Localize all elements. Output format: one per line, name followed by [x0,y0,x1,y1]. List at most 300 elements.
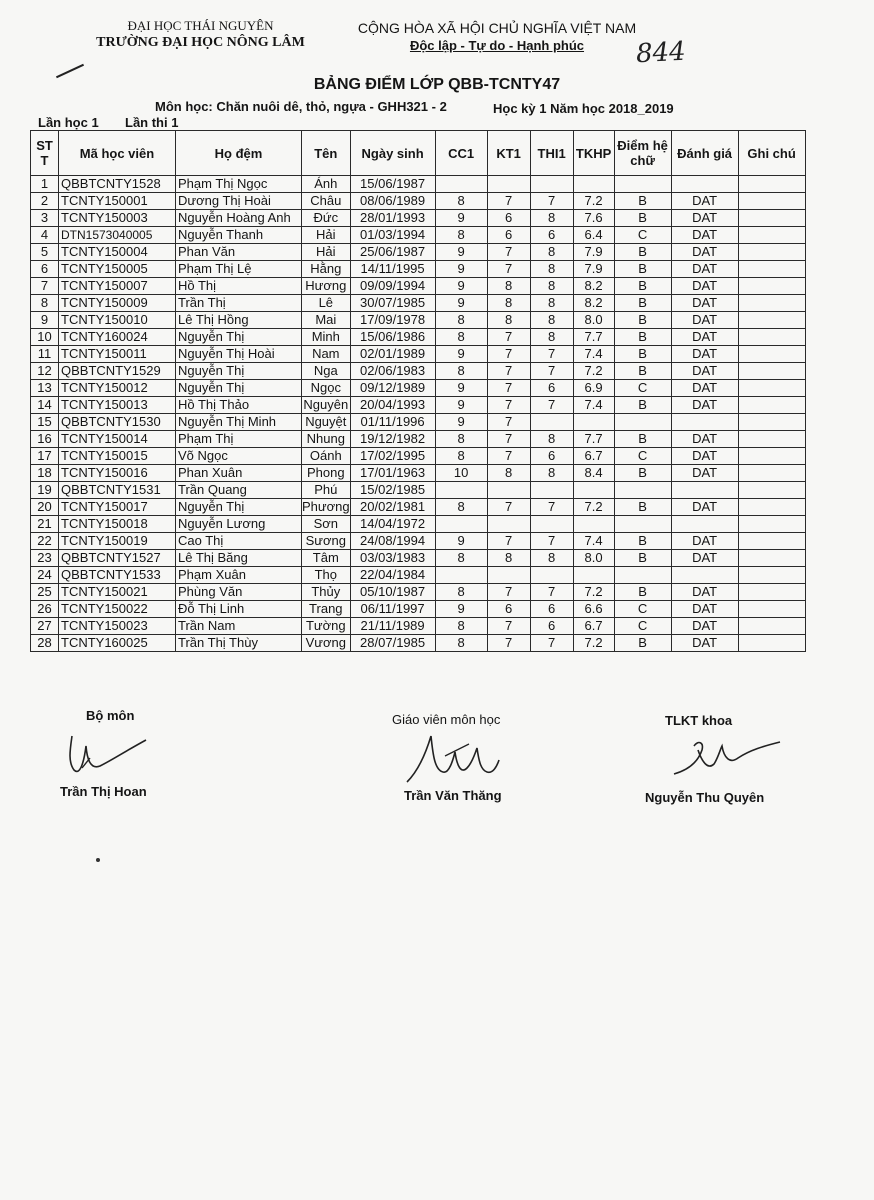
signature-hoan [60,722,170,782]
table-cell: Thọ [302,567,351,584]
table-cell: 8 [530,312,573,329]
table-cell [487,567,530,584]
table-cell: 7 [487,499,530,516]
table-cell: 7.9 [573,261,614,278]
table-cell: 7 [31,278,59,295]
table-cell: Hương [302,278,351,295]
table-cell [738,635,805,652]
table-cell [530,414,573,431]
table-cell: 7 [487,584,530,601]
table-row [31,618,806,635]
table-cell: DAT [671,346,738,363]
table-cell: 7 [530,346,573,363]
table-cell [738,295,805,312]
table-cell: 27 [31,618,59,635]
table-cell: TCNTY150012 [59,380,176,397]
table-cell: B [614,244,671,261]
table-cell: 6.9 [573,380,614,397]
table-cell: 7 [487,329,530,346]
table-cell: 02/01/1989 [350,346,435,363]
table-cell [671,482,738,499]
table-cell: 11 [31,346,59,363]
table-cell [573,482,614,499]
table-cell: 7.6 [573,210,614,227]
table-cell: 19/12/1982 [350,431,435,448]
table-cell: 7.2 [573,635,614,652]
table-cell: 8 [435,550,487,567]
subject-line: Môn học: Chăn nuôi dê, thỏ, ngựa - GHH321 - 2 [155,99,447,114]
table-cell: Nguyễn Thị [176,499,302,516]
table-cell: 28/07/1985 [350,635,435,652]
table-cell: 7 [487,533,530,550]
table-row [31,414,806,431]
table-cell: Nga [302,363,351,380]
table-cell: B [614,295,671,312]
table-cell [738,193,805,210]
table-cell: 17/01/1963 [350,465,435,482]
table-cell: Phan Xuân [176,465,302,482]
table-cell: 8.2 [573,278,614,295]
table-cell [671,176,738,193]
table-cell [738,278,805,295]
table-cell [738,618,805,635]
table-cell: 8 [487,278,530,295]
table-cell [614,516,671,533]
table-cell: Nguyễn Lương [176,516,302,533]
table-cell: Phan Văn [176,244,302,261]
table-cell [738,482,805,499]
table-cell [573,516,614,533]
table-row [31,567,806,584]
table-cell [738,465,805,482]
table-cell: B [614,346,671,363]
table-cell: B [614,465,671,482]
stray-dot [96,858,100,862]
table-cell: 6.7 [573,618,614,635]
table-cell: 8 [530,261,573,278]
table-cell: B [614,278,671,295]
table-cell [738,346,805,363]
table-cell: 7 [487,431,530,448]
table-cell: 13 [31,380,59,397]
table-cell [738,499,805,516]
table-cell [614,414,671,431]
table-cell: 9 [435,261,487,278]
table-cell: 8 [435,635,487,652]
table-cell: 7.9 [573,244,614,261]
table-cell: Nguyễn Thanh [176,227,302,244]
table-cell: 30/07/1985 [350,295,435,312]
table-cell: 15/06/1986 [350,329,435,346]
table-cell [530,516,573,533]
table-row [31,601,806,618]
table-cell: 10 [435,465,487,482]
table-cell: Ánh [302,176,351,193]
table-cell: 6 [530,448,573,465]
table-cell [614,176,671,193]
table-cell: 01/03/1994 [350,227,435,244]
table-cell: 8 [435,448,487,465]
table-cell: 9 [31,312,59,329]
table-cell: DAT [671,380,738,397]
table-cell: 09/09/1994 [350,278,435,295]
table-row [31,176,806,193]
table-cell: 9 [435,295,487,312]
table-cell: DAT [671,244,738,261]
table-cell: TCNTY160025 [59,635,176,652]
table-cell: DAT [671,397,738,414]
table-cell: 7.2 [573,363,614,380]
table-cell: 22 [31,533,59,550]
table-cell: Nguyễn Thị [176,363,302,380]
col-header: TKHP [573,131,614,176]
table-cell [573,414,614,431]
table-cell: DAT [671,499,738,516]
table-cell: Lê Thị Hồng [176,312,302,329]
table-cell: Phùng Văn [176,584,302,601]
table-cell: Nhung [302,431,351,448]
table-cell: 21 [31,516,59,533]
table-cell [738,516,805,533]
table-cell: 7.7 [573,431,614,448]
table-cell: 23 [31,550,59,567]
table-cell: 7.4 [573,397,614,414]
table-cell: 8 [435,618,487,635]
table-cell: 7.4 [573,533,614,550]
table-cell: 8 [487,295,530,312]
table-cell [738,363,805,380]
table-cell: 08/06/1989 [350,193,435,210]
signature-name-lecturer: Trần Văn Thăng [404,788,502,803]
table-cell: 9 [435,244,487,261]
table-cell: TCNTY150013 [59,397,176,414]
table-cell: DAT [671,363,738,380]
table-cell: 7 [530,397,573,414]
table-cell: 9 [435,346,487,363]
table-cell: 7.7 [573,329,614,346]
table-row [31,533,806,550]
table-cell: 7 [530,193,573,210]
table-row [31,499,806,516]
table-cell [435,567,487,584]
table-cell: Sơn [302,516,351,533]
exam-attempt: Lần thi 1 [125,115,179,130]
table-cell: 17/02/1995 [350,448,435,465]
table-cell: Nguyễn Thị [176,329,302,346]
table-cell: Châu [302,193,351,210]
table-cell: 8 [435,193,487,210]
table-cell: TCNTY150011 [59,346,176,363]
table-cell: TCNTY150022 [59,601,176,618]
table-cell [573,176,614,193]
table-cell [487,176,530,193]
table-cell: 14/04/1972 [350,516,435,533]
table-cell [738,584,805,601]
table-cell: Trần Thị [176,295,302,312]
table-row [31,397,806,414]
table-cell: 26 [31,601,59,618]
table-cell [573,567,614,584]
table-cell: 8 [435,329,487,346]
table-cell: Minh [302,329,351,346]
table-cell [671,516,738,533]
signature-name-faculty: Nguyễn Thu Quyên [645,790,765,805]
table-cell: 20 [31,499,59,516]
table-cell: TCNTY150021 [59,584,176,601]
table-cell: QBBTCNTY1527 [59,550,176,567]
table-cell: 20/02/1981 [350,499,435,516]
table-cell: 16 [31,431,59,448]
table-cell: 8 [530,329,573,346]
table-cell: B [614,397,671,414]
table-row [31,295,806,312]
table-cell: QBBTCNTY1530 [59,414,176,431]
col-header: KT1 [487,131,530,176]
table-row [31,482,806,499]
table-cell [530,567,573,584]
table-cell: QBBTCNTY1528 [59,176,176,193]
table-row [31,278,806,295]
col-header: CC1 [435,131,487,176]
table-cell: DAT [671,193,738,210]
study-attempt: Lần học 1 [38,115,99,130]
table-cell: Hải [302,244,351,261]
table-cell: 9 [435,278,487,295]
table-cell [738,176,805,193]
table-cell: B [614,312,671,329]
table-cell: DAT [671,584,738,601]
table-cell: C [614,380,671,397]
table-cell: TCNTY150016 [59,465,176,482]
table-cell: 8.4 [573,465,614,482]
table-cell: 6.4 [573,227,614,244]
table-cell: Phạm Xuân [176,567,302,584]
table-cell: 6 [530,601,573,618]
table-cell: 2 [31,193,59,210]
table-cell: 12 [31,363,59,380]
table-cell: TCNTY150019 [59,533,176,550]
table-row [31,193,806,210]
table-cell: 15 [31,414,59,431]
table-cell [738,448,805,465]
table-cell: Phạm Thị [176,431,302,448]
table-cell [738,550,805,567]
table-cell: TCNTY150003 [59,210,176,227]
table-cell: C [614,448,671,465]
table-row [31,227,806,244]
table-cell: TCNTY150001 [59,193,176,210]
col-header: Mã học viên [59,131,176,176]
table-row [31,550,806,567]
signature-name-department: Trần Thị Hoan [60,784,147,799]
table-cell: Hồ Thị [176,278,302,295]
table-row [31,380,806,397]
table-cell: 8 [435,431,487,448]
table-cell: 8 [530,278,573,295]
table-cell: B [614,210,671,227]
table-row [31,635,806,652]
table-cell: 8 [530,210,573,227]
table-cell: 8 [435,363,487,380]
table-cell: DAT [671,635,738,652]
table-cell: 7 [487,380,530,397]
table-cell [435,176,487,193]
table-row [31,329,806,346]
table-cell: 05/10/1987 [350,584,435,601]
table-cell [671,414,738,431]
table-cell: 7 [530,499,573,516]
table-cell: Hồ Thị Thảo [176,397,302,414]
table-row [31,584,806,601]
table-row [31,465,806,482]
table-cell: QBBTCNTY1533 [59,567,176,584]
table-cell: 1 [31,176,59,193]
table-cell: 8 [435,227,487,244]
table-cell [487,516,530,533]
table-cell: 5 [31,244,59,261]
table-cell: 25 [31,584,59,601]
table-cell: Trần Quang [176,482,302,499]
table-cell: DAT [671,227,738,244]
table-cell [738,380,805,397]
table-cell: TCNTY150018 [59,516,176,533]
table-cell: C [614,227,671,244]
table-cell: 7.4 [573,346,614,363]
table-cell: Hải [302,227,351,244]
col-header: Ngày sinh [350,131,435,176]
table-cell: DAT [671,465,738,482]
table-cell: B [614,193,671,210]
table-cell: 9 [435,601,487,618]
table-cell [738,227,805,244]
table-cell: 8.2 [573,295,614,312]
table-cell: 6.6 [573,601,614,618]
table-cell: Nguyễn Thị Hoài [176,346,302,363]
table-cell: 8 [435,312,487,329]
col-header: Điểm hệ chữ [614,131,671,176]
table-cell: Phạm Thị Lệ [176,261,302,278]
table-cell [738,414,805,431]
table-cell: 01/11/1996 [350,414,435,431]
table-cell: B [614,533,671,550]
signature-quyen [668,728,788,784]
table-cell: 17/09/1978 [350,312,435,329]
table-cell [738,431,805,448]
table-row [31,346,806,363]
table-cell: 6 [530,380,573,397]
table-cell: 09/12/1989 [350,380,435,397]
table-cell: 25/06/1987 [350,244,435,261]
table-cell: 9 [435,533,487,550]
table-row [31,312,806,329]
table-cell: 22/04/1984 [350,567,435,584]
table-cell: DAT [671,601,738,618]
table-cell: TCNTY150014 [59,431,176,448]
table-cell [738,567,805,584]
table-cell: 4 [31,227,59,244]
table-cell [530,176,573,193]
university-name: ĐẠI HỌC THÁI NGUYÊN [127,18,274,33]
table-cell: Phong [302,465,351,482]
national-motto: Độc lập - Tự do - Hạnh phúc [409,38,585,53]
table-cell: Lê Thị Băng [176,550,302,567]
table-cell: DAT [671,533,738,550]
table-cell: 9 [435,414,487,431]
table-cell: 24 [31,567,59,584]
table-cell: 02/06/1983 [350,363,435,380]
table-cell: C [614,618,671,635]
table-cell: 6 [487,601,530,618]
table-cell: 8 [530,550,573,567]
table-cell: 8 [487,550,530,567]
table-cell: DAT [671,329,738,346]
table-cell: QBBTCNTY1529 [59,363,176,380]
table-cell: 7 [487,618,530,635]
table-cell: 19 [31,482,59,499]
table-cell: 8 [435,499,487,516]
table-cell: 18 [31,465,59,482]
table-cell: 9 [435,210,487,227]
table-cell: TCNTY160024 [59,329,176,346]
table-row [31,516,806,533]
table-cell: 7 [487,414,530,431]
table-cell: 7 [487,346,530,363]
col-header: THI1 [530,131,573,176]
table-cell: Phạm Thị Ngọc [176,176,302,193]
table-cell: TCNTY150005 [59,261,176,278]
table-cell: 8 [435,584,487,601]
school-name: TRƯỜNG ĐẠI HỌC NÔNG LÂM [96,35,305,50]
table-cell: Đức [302,210,351,227]
table-cell: 6 [487,227,530,244]
table-cell: DAT [671,448,738,465]
table-cell: TCNTY150017 [59,499,176,516]
table-cell: Tâm [302,550,351,567]
table-cell: 6 [530,227,573,244]
table-cell [738,329,805,346]
table-cell: Nguyên [303,397,349,412]
table-cell: Mai [302,312,351,329]
table-cell: 28 [31,635,59,652]
nation-name: CỘNG HÒA XÃ HỘI CHỦ NGHĨA VIỆT NAM [357,20,637,36]
table-cell: 9 [435,380,487,397]
table-cell: 7 [530,363,573,380]
table-cell: 24/08/1994 [350,533,435,550]
table-cell: TCNTY150023 [59,618,176,635]
table-cell: Trần Thị Thùy [176,635,302,652]
table-cell: QBBTCNTY1531 [59,482,176,499]
semester-line: Học kỳ 1 Năm học 2018_2019 [493,101,674,116]
table-cell: Nguyễn Thị [176,380,302,397]
table-cell: Oánh [302,448,351,465]
col-header: ST T [31,131,59,176]
table-cell: 7 [487,261,530,278]
table-cell: 20/04/1993 [350,397,435,414]
table-cell: 7.2 [573,193,614,210]
handwritten-number: 844 [635,36,687,70]
table-cell [738,533,805,550]
table-header-row [31,131,806,176]
table-cell [614,482,671,499]
table-cell: 15/02/1985 [350,482,435,499]
table-cell: 14/11/1995 [350,261,435,278]
table-cell: Dương Thị Hoài [176,193,302,210]
sheet-title: BẢNG ĐIỂM LỚP QBB-TCNTY47 [313,76,561,93]
table-cell [614,567,671,584]
table-cell: 8 [31,295,59,312]
signature-title-lecturer: Giáo viên môn học [392,712,501,727]
table-cell: 28/01/1993 [350,210,435,227]
